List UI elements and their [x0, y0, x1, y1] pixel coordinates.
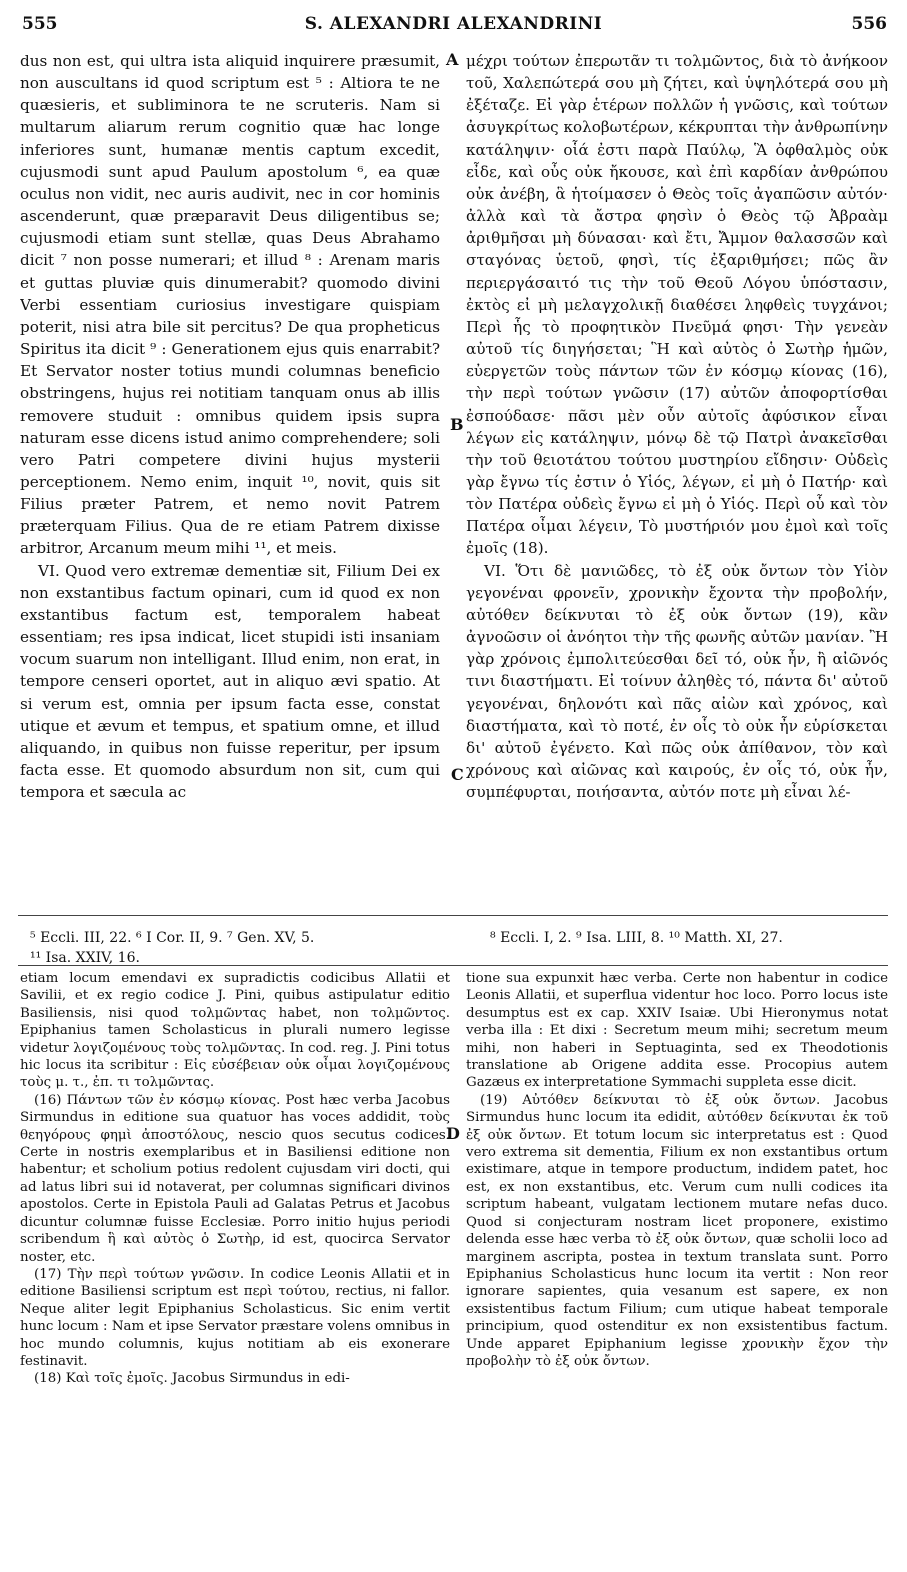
- notes-column-right: [466, 970, 888, 1562]
- latin-paragraph: dus non est, qui ultra ista aliquid inquirere præsumit, non auscultans id quod scriptum est ⁵ : Altiora te ne quæsieris, et subliminora te ne scruteris. Nam si multarum aliarum rerum cognitio quæ hac longe inferiores sunt, humanæ mentis captum excedit, cujusmodi sunt apud Paulum apostolum ⁶, ea quæ oculus non vidit, nec auris audivit, nec in cor hominis ascenderunt, quæ præparavit Deus diligentibus se; cujusmodi etiam sunt stellæ, quas Deus Abrahamo dicit ⁷ non posse numerari; et illud ⁸ : Arenam maris et guttas pluviæ quis dinumerabit? quomodo divini Verbi essentiam curiosius investigare quispiam poterit, nisi atra bile sit percitus? De qua propheticus Spiritus ita dicit ⁹ : Generationem ejus quis enarrabit? Et Servator noster totius mundi columnas beneficio obstringens, hujus rei notitiam tanquam onus ab illis removere studuit : omnibus quidem ipsis supra naturam esse dicens istud animo comprehendere; soli vero Patri competere divini hujus mysterii perceptionem. Nemo enim, inquit ¹⁰, novit, quis sit Filius præter Patrem, et nemo novit Patrem præterquam Filius. Qua de re etiam Patrem dixisse arbitror, Arcanum meum mihi ¹¹, et meis.: [20, 52, 440, 558]
- note-paragraph: tione sua expunxit hæc verba. Certe non habentur in codice Leonis Allatii, et superflua videntur hoc loco. Porro locus iste desumptus est ex cap. XXIV Isaiæ. Ubi Hieronymus notat verba illa : Et dixi : Secretum meum mihi; secretum meum mihi, non haberi in Septuaginta, sed ex Theodotionis translatione ab Origene addita esse. Procopius autem Gazæus ex interpretatione Symmachi suppleta esse dicit.: [466, 971, 888, 1091]
- greek-paragraph: μέχρι τούτων ἐπερωτᾶν τι τολμῶντος, διὰ τὸ ἀνήκοον τοῦ, Χαλεπώτερά σου μὴ ζήτει, καὶ ὑψηλότερά σου μὴ ἐξέταζε. Εἰ γὰρ ἑτέρων πολλῶν ἡ γνῶσις, καὶ τούτων ἀσυγκρίτως κολοβωτέρων, κέκρυπται τὴν ἀνθρωπίνην κατάληψιν· οἷά ἐστι παρὰ Παύλῳ, Ἃ ὀφθαλμὸς οὐκ εἶδε, καὶ οὖς οὐκ ἤκουσε, καὶ ἐπὶ καρδίαν ἀνθρώπου οὐκ ἀνέβη, ἃ ἡτοίμασεν ὁ Θεὸς τοῖς ἀγαπῶσιν αὐτόν· ἀλλὰ καὶ τὰ ἄστρα φησὶν ὁ Θεὸς τῷ Ἀβραὰμ ἀριθμῆσαι μὴ δύνασαι· καὶ ἔτι, Ἄμμον θαλασσῶν καὶ σταγόνας ὑετοῦ, φησὶ, τίς ἐξαριθμήσει; πῶς ἂν περιεργάσαιτό τις τὴν τοῦ Θεοῦ Λόγου ὑπόστασιν, ἐκτὸς εἰ μὴ μελαγχολικῇ διαθέσει ληφθεὶς τυγχάνοι; Περὶ ἧς τὸ προφητικὸν Πνεῦμά φησι· Τὴν γενεὰν αὐτοῦ τίς διηγήσεται; Ἣ καὶ αὐτὸς ὁ Σωτὴρ ἡμῶν, εὐεργετῶν τοὺς πάντων τῶν ἐν κόσμῳ κίονας (16), τὴν περὶ τούτων γνῶσιν (17) αὐτῶν ἀποφορτίσθαι ἐσπούδασε· πᾶσι μὲν οὖν αὐτοῖς ἀφύσικον εἶναι λέγων εἰς κατάληψιν, μόνῳ δὲ τῷ Πατρὶ ἀνακεῖσθαι τὴν τοῦ θειοτάτου τούτου μυστηρίου εἴδησιν· Οὐδεὶς γὰρ ἔγνω τίς ἐστιν ὁ Υἱός, λέγων, εἰ μὴ ὁ Πατήρ· καὶ τὸν Πατέρα οὐδεὶς ἔγνω εἰ μὴ ὁ Υἱός. Περὶ οὗ καὶ τὸν Πατέρα οἶμαι λέγειν, Τὸ μυστήριόν μου ἐμοὶ καὶ τοῖς ἐμοῖς (18).: [466, 52, 888, 558]
- margin-letter-c: C: [451, 765, 464, 784]
- greek-column: [466, 50, 888, 906]
- greek-paragraph: VI. Ὅτι δὲ μανιῶδες, τὸ ἐξ οὐκ ὄντων τὸν Υἱὸν γεγονέναι φρονεῖν, χρονικὴν ἔχοντα τὴν προβολήν, αὐτόθεν δείκνυται τὸ ἐξ οὐκ ὄντων (19), κἂν ἀγνοῶσιν οἱ ἀνόητοι τὴν τῆς φωνῆς αὐτῶν μανίαν. Ἢ γὰρ χρόνοις ἐμπολιτεύεσθαι δεῖ τό, οὐκ ἦν, ἢ αἰῶνός τινι διαστήματι. Εἰ τοίνυν ἀληθὲς τό, πάντα δι' αὐτοῦ γεγονέναι, δηλονότι καὶ πᾶς αἰὼν καὶ χρόνος, καὶ διαστήματα, καὶ τὸ ποτέ, ἐν οἷς τὸ οὐκ ἦν εὑρίσκεται δι' αὐτοῦ ἐγένετο. Καὶ πῶς οὐκ ἀπίθανον, τὸν καὶ χρόνους καὶ αἰῶνας καὶ καιρούς, ἐν οἷς τό, οὐκ ἦν, συμπέφυρται, ποιήσαντα, αὐτόν ποτε μὴ εἶναι λέ-: [466, 561, 888, 802]
- page-number-left: 555: [22, 14, 58, 34]
- note-paragraph: (16) Πάντων τῶν ἐν κόσμῳ κίονας. Post hæc verba Jacobus Sirmundus in editione sua quatuor has voces addidit, τοὺς θεηγόρους φημὶ ἀποστόλους, nescio quos secutus codices. Certe in nostris exemplaribus et in Basiliensi editione non habentur; et scholium potius redolent cujusdam viri docti, qui ad latus libri sui id notaverat, per columnas significari divinos apostolos. Certe in Epistola Pauli ad Galatas Petrus et Jacobus dicuntur columnæ fuisse Ecclesiæ. Porro initio hujus periodi scribendum ἣ καὶ αὐτὸς ὁ Σωτὴρ, id est, quocirca Servator noster, etc.: [20, 1092, 450, 1265]
- footnote-line: ⁸ Eccli. I, 2. ⁹ Isa. LIII, 8. ¹⁰ Matth. XI, 27.: [490, 930, 783, 946]
- margin-letter-d: D: [446, 1124, 460, 1143]
- latin-paragraph: VI. Quod vero extremæ dementiæ sit, Filium Dei ex non exstantibus factum opinari, cum id quod ex non exstantibus factum est, temporalem habeat essentiam; res ipsa indicat, licet stupidi isti insaniam vocum suarum non intelligant. Illud enim, non erat, in tempore censeri oportet, aut in aliquo ævi spatio. At si verum est, omnia per ipsum facta esse, constat utique et ævum et tempus, et spatium omne, et illud aliquando, in quibus non fuisse reperitur, per ipsum facta esse. Et quomodo absurdum non sit, cum qui tempora et sæcula ac: [20, 561, 440, 802]
- margin-letter-b: B: [450, 415, 464, 434]
- footnotes-right: [490, 928, 900, 948]
- running-title: S. ALEXANDRI ALEXANDRINI: [304, 14, 603, 34]
- footnote-rule: [18, 915, 888, 916]
- note-paragraph: (18) Καὶ τοῖς ἐμοῖς. Jacobus Sirmundus in edi-: [34, 1371, 350, 1387]
- footnote-line: ¹¹ Isa. XXIV, 16.: [30, 950, 140, 966]
- note-paragraph: (19) Αὐτόθεν δείκνυται τὸ ἐξ οὐκ ὄντων. Jacobus Sirmundus hunc locum ita edidit, αὐτόθεν δείκνυται ἐκ τοῦ ἐξ οὐκ ὄντων. Et totum locum sic interpretatus est : Quod vero extrema sit dementia, Filium ex non exstantibus ortum existimare, atque in tempore productum, indidem patet, hoc est, ex non exstantibus, etc. Verum cum nulli codices ita scriptum habeant, vulgatam lectionem mutare nefas duco. Quod si conjecturam nostram licet proponere, existimo delenda esse hæc verba τὸ ἐξ οὐκ ὄντων, quæ scholii loco ad marginem ascripta, postea in textum translata sunt. Porro Epiphanius Scholasticus hunc locum ita vertit : Non reor ignorare sapientes, quia vesanum est sapere, ex non exsistentibus factum Filium; cum utique habeat temporale principium, quod ostenditur ex non exsistentibus factum. Unde apparet Epiphanium legisse χρονικὴν ἔχον τὴν προβολὴν τὸ ἐξ οὐκ ὄντων.: [466, 1092, 888, 1369]
- footnote-line: ⁵ Eccli. III, 22. ⁶ I Cor. II, 9. ⁷ Gen. XV, 5.: [30, 930, 315, 946]
- note-paragraph: (17) Τὴν περὶ τούτων γνῶσιν. In codice Leonis Allatii et in editione Basiliensi scriptum est περὶ τούτου, rectius, ni fallor. Neque aliter legit Epiphanius Scholasticus. Sic enim vertit hunc locum : Nam et ipse Servator præstare volens omnibus in hoc mundo columnis, kujus notitiam ab eis exonerare festinavit.: [20, 1266, 450, 1369]
- notes-column-left: [20, 970, 450, 1562]
- latin-column: [20, 50, 440, 906]
- margin-letter-a: A: [446, 50, 459, 69]
- notes-rule: [18, 965, 888, 966]
- footnotes-left: [30, 928, 450, 968]
- note-paragraph: etiam locum emendavi ex supradictis codicibus Allatii et Savilii, et ex regio codice J. Pini, quibus astipulatur editio Basiliensis, nisi quod τολμῶντας habet, non τολμῶντος. Epiphanius tamen Scholasticus in plurali numero legisse videtur λογιζομένους τοὺς τολμῶντας. In cod. reg. J. Pini totus hic locus ita scribitur : Εἰς εὐσέβειαν οὐκ οἶμαι λογιζομένους τοὺς μ. τ., ἐπ. τι τολμῶντας.: [20, 971, 450, 1091]
- page-number-right: 556: [851, 14, 887, 34]
